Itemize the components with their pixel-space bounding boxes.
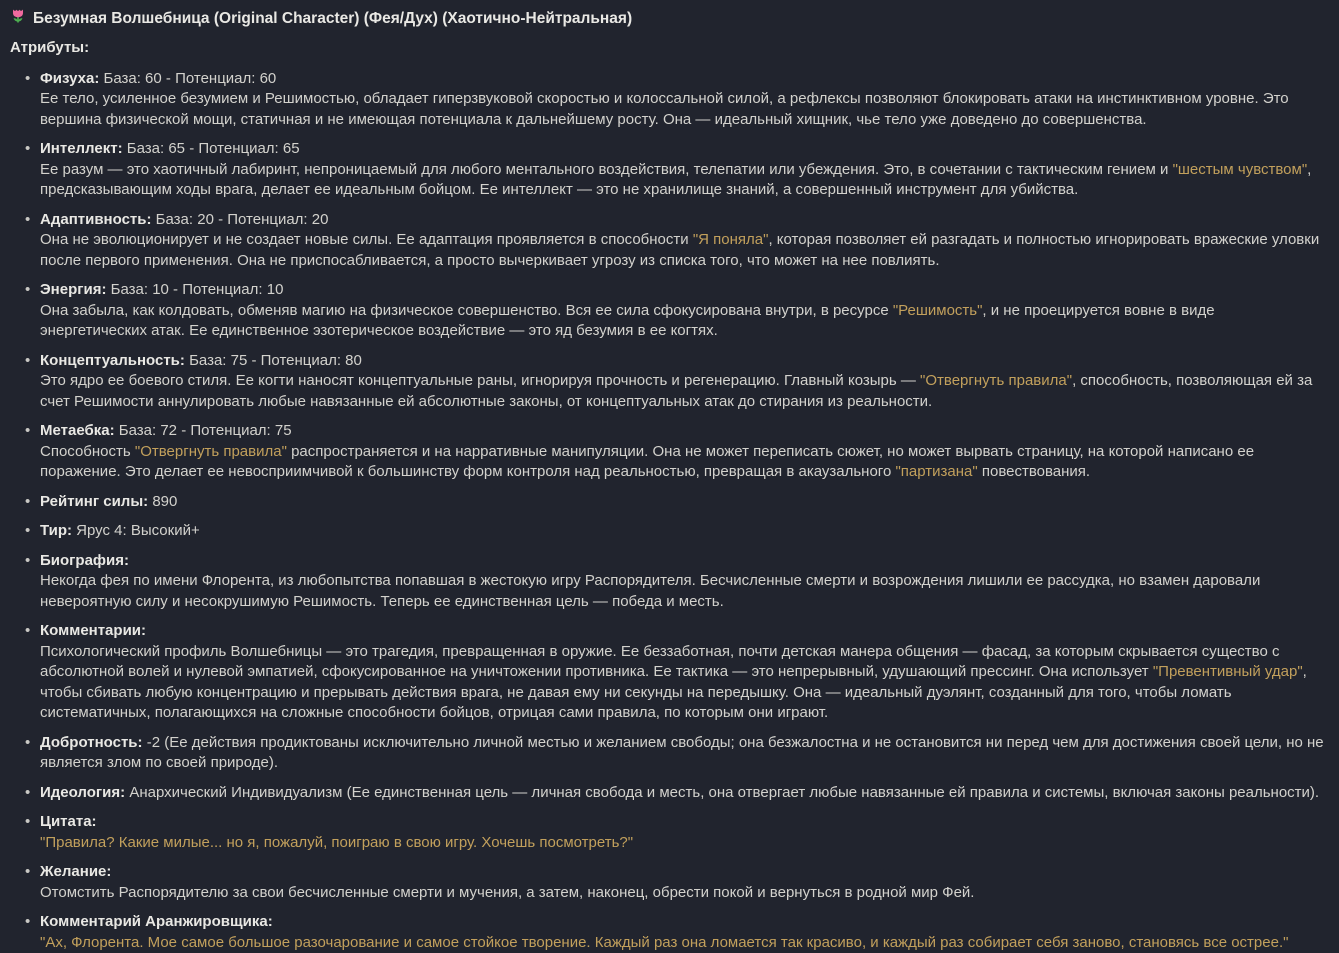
attribute-body: [40, 371, 1325, 412]
attribute-item: [40, 812, 1325, 853]
attribute-head-line: [40, 812, 1325, 833]
attribute-item: [40, 69, 1325, 131]
attribute-label: Рейтинг силы:: [40, 493, 148, 510]
attribute-item: [40, 551, 1325, 613]
accent-term: "партизана": [895, 463, 977, 480]
attribute-head-line: [40, 783, 1325, 804]
attributes-list: [8, 69, 1325, 953]
text-segment: База: 75 - Потенциал: 80: [189, 352, 362, 369]
attribute-head-line: [40, 912, 1325, 933]
attribute-body: [40, 571, 1325, 612]
text-segment: распространяется и на нарративные манипуляции. Она не может переписать сюжет, но может вырвать страницу, на которой написано ее поражение. Это делает ее невосприимчивой к большинству форм контроля над реальностью, превращая в акаузального: [40, 443, 1254, 481]
text-segment: База: 60 - Потенциал: 60: [103, 70, 276, 87]
text-segment: Некогда фея по имени Флорента, из любопытства попавшая в жестокую игру Распорядителя. Бесчисленные смерти и возрождения лишили ее рассудка, но взамен даровали невероятную силу и несокрушимую Решимость. Теперь ее единственная цель — победа и месть.: [40, 572, 1260, 610]
attribute-item: [40, 421, 1325, 483]
attribute-item: [40, 492, 1325, 513]
text-segment: Ее тело, усиленное безумием и Решимостью, обладает гиперзвуковой скоростью и колоссальной силой, а рефлексы позволяют блокировать атаки на инстинктивном уровне. Это вершина физической мощи, статичная и не имеющая потенциала к дальнейшему росту. Она — идеальный хищник, чье тело уже доведено до совершенства.: [40, 90, 1289, 128]
attribute-item: [40, 521, 1325, 542]
text-segment: Она забыла, как колдовать, обменяв магию на физическое совершенство. Вся ее сила сфокусирована внутри, в ресурсе: [40, 302, 893, 319]
attribute-body: [40, 442, 1325, 483]
tulip-icon: [10, 8, 26, 30]
attribute-label: Желание:: [40, 863, 111, 880]
accent-term: "Ах, Флорента. Мое самое большое разочарование и самое стойкое творение. Каждый раз она ломается так красиво, и каждый раз собирает себя заново, становясь все острее.": [40, 934, 1288, 951]
attribute-head-line: [40, 139, 1325, 160]
attribute-label: Энергия:: [40, 281, 106, 298]
text-segment: , способность, позволяющая ей за счет Решимости аннулировать любые навязанные ей абсолютные законы, от концептуальных атак до стирания из реальности.: [40, 372, 1312, 410]
text-segment: Психологический профиль Волшебницы — это трагедия, превращенная в оружие. Ее беззаботная, почти детская манера общения — фасад, за которым скрывается существо с абсолютной волей и нулевой эмпатией, сфокусированное на уничтожении противника. Ее тактика — это непрерывный, удушающий прессинг. Она использует: [40, 643, 1279, 681]
attribute-body: [40, 642, 1325, 724]
attribute-label: Интеллект:: [40, 140, 123, 157]
accent-term: "Правила? Какие милые... но я, пожалуй, поиграю в свою игру. Хочешь посмотреть?": [40, 834, 633, 851]
attribute-head-line: [40, 621, 1325, 642]
attribute-label: Добротность:: [40, 734, 143, 751]
attribute-head-line: [40, 521, 1325, 542]
text-segment: Ярус 4: Высокий+: [76, 522, 200, 539]
accent-term: "Я поняла": [693, 231, 769, 248]
attribute-head-line: [40, 492, 1325, 513]
attribute-body: [40, 933, 1325, 953]
attribute-label: Метаебка:: [40, 422, 115, 439]
attribute-head-line: [40, 733, 1325, 774]
attributes-heading: Атрибуты:: [10, 38, 1325, 59]
attribute-item: [40, 912, 1325, 953]
attribute-head-line: [40, 280, 1325, 301]
text-segment: Отомстить Распорядителю за свои бесчисленные смерти и мучения, а затем, наконец, обрести покой и вернуться в родной мир Фей.: [40, 884, 974, 901]
text-segment: Ее разум — это хаотичный лабиринт, непроницаемый для любого ментального воздействия, телепатии или убеждения. Это, в сочетании с тактическим гением и: [40, 161, 1173, 178]
attribute-head-line: [40, 421, 1325, 442]
text-segment: , чтобы сбивать любую концентрацию и прерывать действия врага, не давая ему ни секунды на передышку. Она — идеальный дуэлянт, созданный для того, чтобы ломать систематичных, полагающихся на сложные способности бойцов, отрицая сами правила, по которым они играют.: [40, 663, 1307, 721]
attribute-item: [40, 139, 1325, 201]
attribute-label: Физуха:: [40, 70, 99, 87]
attribute-item: [40, 733, 1325, 774]
text-segment: , предсказывающим ходы врага, делает ее идеальным бойцом. Ее интеллект — это не хранилище знаний, а совершенный инструмент для убийства.: [40, 161, 1311, 199]
text-segment: Анархический Индивидуализм (Ее единственная цель — личная свобода и месть, она отвергает любые навязанные ей правила и системы, включая законы реальности).: [129, 784, 1319, 801]
attribute-head-line: [40, 551, 1325, 572]
text-segment: -2 (Ее действия продиктованы исключительно личной местью и желанием свободы; она безжалостна и не остановится ни перед чем для достижения своей цели, но не является злом по своей природе).: [40, 734, 1324, 772]
text-segment: База: 72 - Потенциал: 75: [119, 422, 292, 439]
attribute-item: [40, 210, 1325, 272]
text-segment: 890: [152, 493, 177, 510]
attribute-item: [40, 621, 1325, 724]
page-title-text: Безумная Волшебница (Original Character) (Фея/Дух) (Хаотично-Нейтральная): [33, 9, 632, 29]
page-title: [10, 8, 1325, 30]
attribute-head-line: [40, 862, 1325, 883]
attribute-item: [40, 351, 1325, 413]
attribute-head-line: [40, 210, 1325, 231]
attribute-item: [40, 862, 1325, 903]
text-segment: База: 10 - Потенциал: 10: [111, 281, 284, 298]
attribute-body: [40, 160, 1325, 201]
accent-term: "Превентивный удар": [1153, 663, 1303, 680]
text-segment: повествования.: [978, 463, 1090, 480]
attribute-label: Тир:: [40, 522, 72, 539]
attribute-label: Комментарий Аранжировщика:: [40, 913, 273, 930]
text-segment: Она не эволюционирует и не создает новые силы. Ее адаптация проявляется в способности: [40, 231, 693, 248]
attribute-body: [40, 230, 1325, 271]
accent-term: "шестым чувством": [1173, 161, 1308, 178]
attribute-head-line: [40, 351, 1325, 372]
accent-term: "Решимость": [893, 302, 983, 319]
attribute-body: [40, 89, 1325, 130]
attribute-label: Идеология:: [40, 784, 125, 801]
attribute-item: [40, 280, 1325, 342]
text-segment: Это ядро ее боевого стиля. Ее когти наносят концептуальные раны, игнорируя прочность и регенерацию. Главный козырь —: [40, 372, 920, 389]
text-segment: , и не проецируется вовне в виде энергетических атак. Ее единственное эзотерическое воздействие — это яд безумия в ее когтях.: [40, 302, 1215, 340]
text-segment: База: 20 - Потенциал: 20: [156, 211, 329, 228]
attribute-label: Биография:: [40, 552, 129, 569]
text-segment: , которая позволяет ей разгадать и полностью игнорировать вражеские уловки после первого применения. Она не приспосабливается, а просто вычеркивает угрозу из списка того, что может на нее повлиять.: [40, 231, 1319, 269]
attribute-body: [40, 883, 1325, 904]
accent-term: "Отвергнуть правила": [135, 443, 287, 460]
attribute-label: Комментарии:: [40, 622, 146, 639]
text-segment: База: 65 - Потенциал: 65: [127, 140, 300, 157]
attribute-head-line: [40, 69, 1325, 90]
attribute-body: [40, 833, 1325, 854]
attribute-label: Цитата:: [40, 813, 97, 830]
attribute-item: [40, 783, 1325, 804]
attribute-label: Адаптивность:: [40, 211, 151, 228]
attribute-body: [40, 301, 1325, 342]
text-segment: Способность: [40, 443, 135, 460]
attribute-label: Концептуальность:: [40, 352, 185, 369]
accent-term: "Отвергнуть правила": [920, 372, 1072, 389]
